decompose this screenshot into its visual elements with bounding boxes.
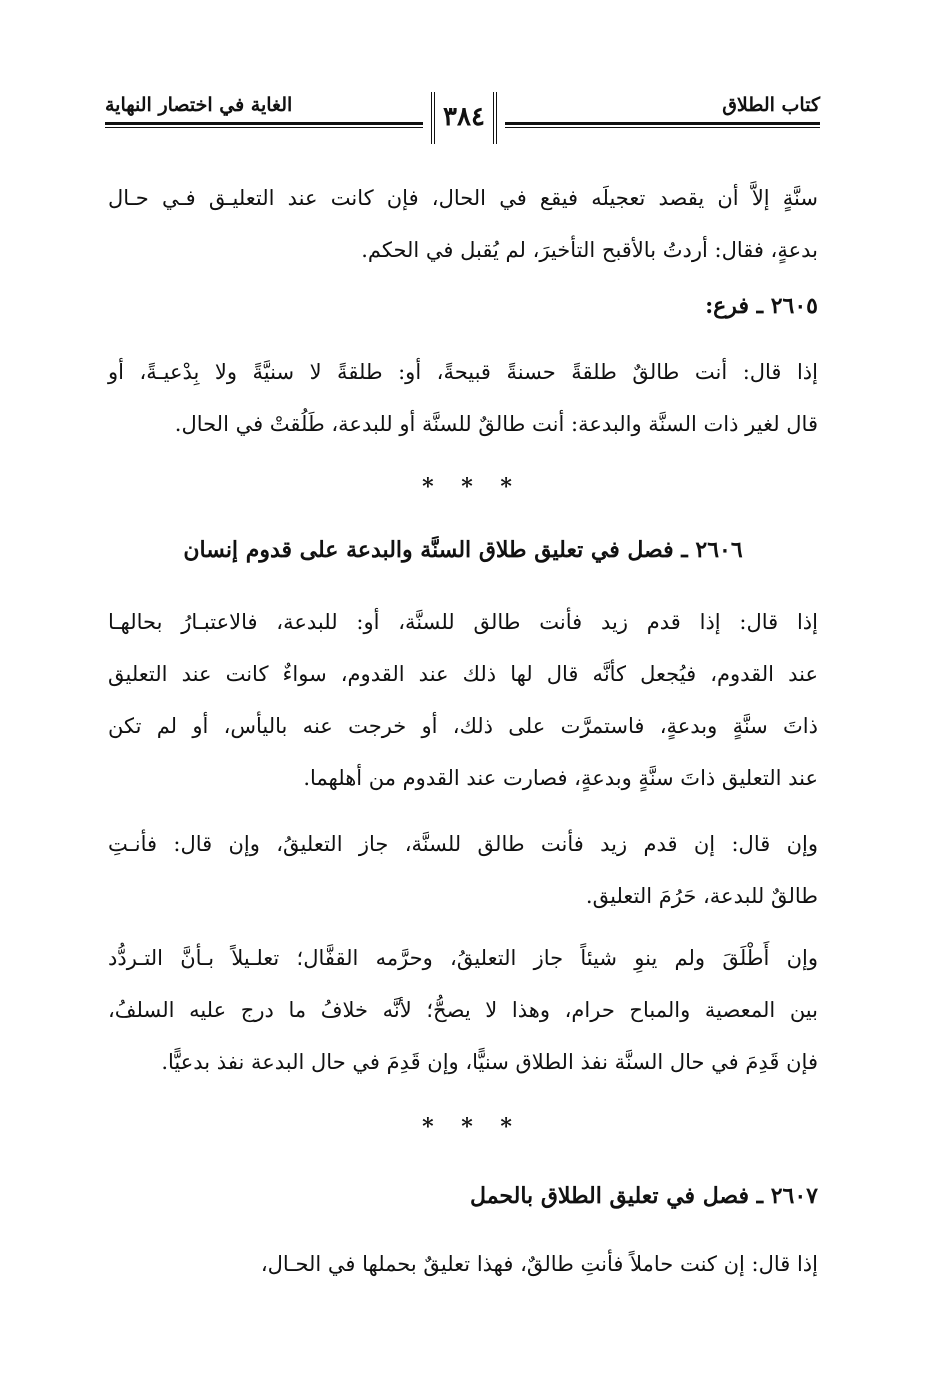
text-line: عند التعليق ذاتَ سنَّةٍ وبدعةٍ، فصارت عند القدوم من أهلهما.	[303, 766, 818, 790]
text-line: فإن قَدِمَ في حال السنَّة نفذ الطلاق سنيًّا، وإن قَدِمَ في حال البدعة نفذ بدعيًّا.	[161, 1050, 818, 1074]
text-line: بين المعصية والمباح حرام، وهذا لا يصحُّ؛ لأنَّه خلافُ ما درج عليه السلفُ،	[108, 998, 818, 1022]
paragraph-2607	[108, 1238, 818, 1290]
text-line: بدعةٍ، فقال: أردتُ بالأقبح التأخيرَ، لم يُقبل في الحكم.	[361, 238, 818, 262]
text-line: طالقٌ للبدعة، حَرُمَ التعليق.	[585, 884, 818, 908]
text-line: عند القدوم، فيُجعل كأنَّه قال لها ذلك عند القدوم، سواءٌ كانت عند التعليق	[108, 662, 818, 686]
section-heading-2605: ٢٦٠٥ ـ فرع:	[705, 293, 818, 319]
chapter-title: كتاب الطلاق	[722, 94, 820, 116]
text-line: وإن قال: إن قدم زيد فأنت طالق للسنَّة، جاز التعليقُ، وإن قال: فأنـتِ	[108, 832, 818, 856]
book-title: الغاية في اختصار النهاية	[105, 94, 293, 116]
paragraph-2606-b	[108, 818, 818, 922]
section-separator: * * *	[422, 1114, 522, 1140]
paragraph-2606-a	[108, 596, 818, 804]
page-number: ٣٨٤	[443, 102, 485, 132]
text-line: ذاتَ سنَّةٍ وبدعةٍ، فاستمرَّت على ذلك، أو خرجت عنه باليأس، أو لم تكن	[108, 714, 818, 738]
section-heading-2606: ٢٦٠٦ ـ فصل في تعليق طلاق السنَّة والبدعة على قدوم إنسان	[183, 537, 743, 563]
text-line: إذا قال: إذا قدم زيد فأنت طالق للسنَّة، أو: للبدعة، فالاعتبـارُ بحالهـا	[108, 610, 818, 634]
text-line: إذا قال: أنت طالقٌ طلقةً حسنةً قبيحةً، أو: طلقةً لا سنيَّةً ولا بِدْعيـةً، أو	[108, 360, 818, 384]
text-line: سنَّةٍ إلاَّ أن يقصد تعجيلَه فيقع في الحال، فإن كانت عند التعليـق فـي حـال	[108, 186, 818, 210]
paragraph-continuation	[108, 172, 818, 276]
running-header	[105, 88, 820, 148]
paragraph-2605	[108, 346, 818, 450]
text-line: إذا قال: إن كنت حاملاً فأنتِ طالقٌ، فهذا تعليقٌ بحملها في الحـال،	[260, 1252, 818, 1276]
paragraph-2606-c	[108, 932, 818, 1088]
page-number-box	[423, 88, 505, 146]
section-separator: * * *	[422, 474, 522, 500]
text-line: وإن أَطْلَقَ ولم ينوِ شيئاً جاز التعليقُ، وحرَّمه القفَّال؛ تعلـيلاً بـأنَّ التـردُّد	[108, 946, 818, 970]
text-line: قال لغير ذات السنَّة والبدعة: أنت طالقٌ للسنَّة أو للبدعة، طَلُقتْ في الحال.	[174, 412, 818, 436]
section-heading-2607: ٢٦٠٧ ـ فصل في تعليق الطلاق بالحمل	[470, 1183, 818, 1209]
